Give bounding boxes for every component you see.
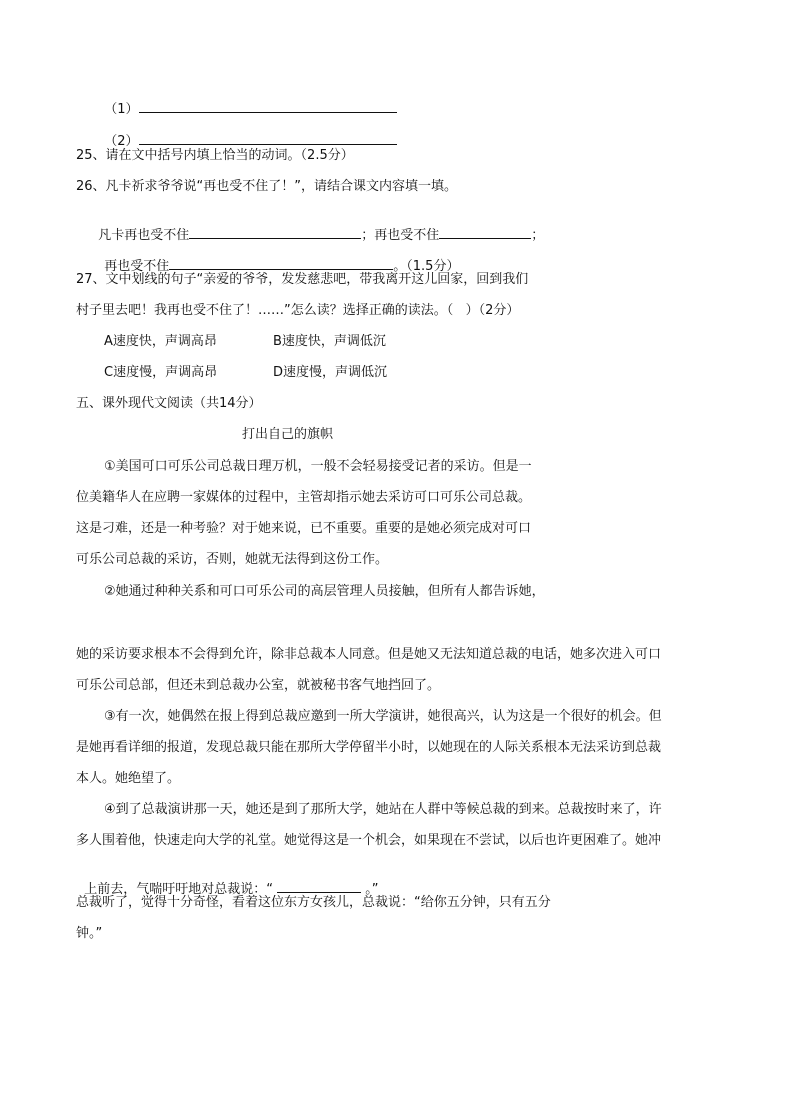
- paragraph-4-line-1: ④到了总裁演讲那一天，她还是到了那所大学，她站在人群中等候总裁的到来。总裁按时来了，许: [104, 802, 662, 817]
- option-d[interactable]: D速度慢，声调低沉: [273, 365, 388, 380]
- paragraph-2-line-3: 可乐公司总部，但还未到总裁办公室，就被秘书客气地挡回了。: [76, 678, 441, 693]
- paragraph-3-line-3: 本人。她绝望了。: [76, 771, 181, 786]
- q26-text-c: ；: [531, 228, 545, 243]
- q26-text-d: 再也受不住: [104, 259, 170, 274]
- option-a[interactable]: A速度快，声调高昂: [104, 334, 217, 349]
- option-c[interactable]: C速度慢，声调高昂: [104, 365, 218, 380]
- paragraph-2-line-1: ②她通过种种关系和可口可乐公司的高层管理人员接触，但所有人都告诉她，: [104, 584, 545, 599]
- answer-line-2: [96, 116, 397, 150]
- paragraph-1-line-4: 可乐公司总裁的采访，否则，她就无法得到这份工作。: [76, 552, 389, 567]
- question-26-line-2: [96, 241, 459, 275]
- question-27-line-2: 村子里去吧！我再也受不住了！……”怎么读？选择正确的读法。（ ）（2分）: [76, 303, 520, 318]
- p4-quote-close: 。”: [365, 882, 379, 897]
- q26-text-b: ；再也受不住: [361, 228, 440, 243]
- paragraph-4-line-2: 多人围着他，快速走向大学的礼堂。她觉得这是一个机会，如果现在不尝试，以后也许更困难了。她冲: [76, 833, 662, 848]
- section-heading: 五、课外现代文阅读（共14分）: [76, 396, 262, 411]
- question-27-line-1: 27、文中划线的句子“亲爱的爷爷，发发慈悲吧，带我离开这儿回家，回到我们: [76, 272, 529, 287]
- question-25: 25、请在文中括号内填上恰当的动词。（2.5分）: [76, 148, 354, 163]
- answer-blank-1[interactable]: [139, 100, 397, 113]
- answer-label-1: （1）: [104, 102, 139, 117]
- question-26-line-1: [90, 210, 544, 244]
- q26-blank-2[interactable]: [439, 226, 531, 239]
- quote-blank[interactable]: [277, 880, 361, 893]
- paragraph-4-line-3: [76, 864, 379, 898]
- question-26-stem: 26、凡卡祈求爷爷说“再也受不住了！”，请结合课文内容填一填。: [76, 179, 458, 194]
- answer-label-2: （2）: [104, 134, 139, 149]
- option-b[interactable]: B速度快，声调低沉: [273, 334, 386, 349]
- paragraph-1-line-2: 位美籍华人在应聘一家媒体的过程中，主管却指示她去采访可口可乐公司总裁。: [76, 490, 532, 505]
- q26-text-a: 凡卡再也受不住: [98, 228, 190, 243]
- p4-quote-open: 上前去，气喘吁吁地对总裁说：“: [84, 882, 274, 897]
- q26-text-e: 。（1.5分）: [393, 259, 460, 274]
- paragraph-3-line-2: 是她再看详细的报道，发现总裁只能在那所大学停留半小时，以她现在的人际关系根本无法采访到总裁: [76, 740, 662, 755]
- paragraph-1-line-3: 这是刁难，还是一种考验？对于她来说，已不重要。重要的是她必须完成对可口: [76, 521, 532, 536]
- paragraph-3-line-1: ③有一次，她偶然在报上得到总裁应邀到一所大学演讲，她很高兴，认为这是一个很好的机会。但: [104, 709, 662, 724]
- q26-blank-1[interactable]: [189, 226, 361, 239]
- passage-title: 打出自己的旗帜: [242, 427, 334, 442]
- paragraph-1-line-1: ①美国可口可乐公司总裁日理万机，一般不会轻易接受记者的采访。但是一: [104, 459, 532, 474]
- paragraph-5-line-2: 钟。”: [76, 926, 103, 941]
- paragraph-5-line-1: 总裁听了，觉得十分奇怪，看着这位东方女孩儿，总裁说：“给你五分钟，只有五分: [76, 895, 551, 910]
- answer-blank-2[interactable]: [139, 132, 397, 145]
- paragraph-2-line-2: 她的采访要求根本不会得到允许，除非总裁本人同意。但是她又无法知道总裁的电话，她多次进入可口: [76, 647, 662, 662]
- q26-blank-3[interactable]: [169, 257, 393, 270]
- answer-line-1: [96, 84, 397, 118]
